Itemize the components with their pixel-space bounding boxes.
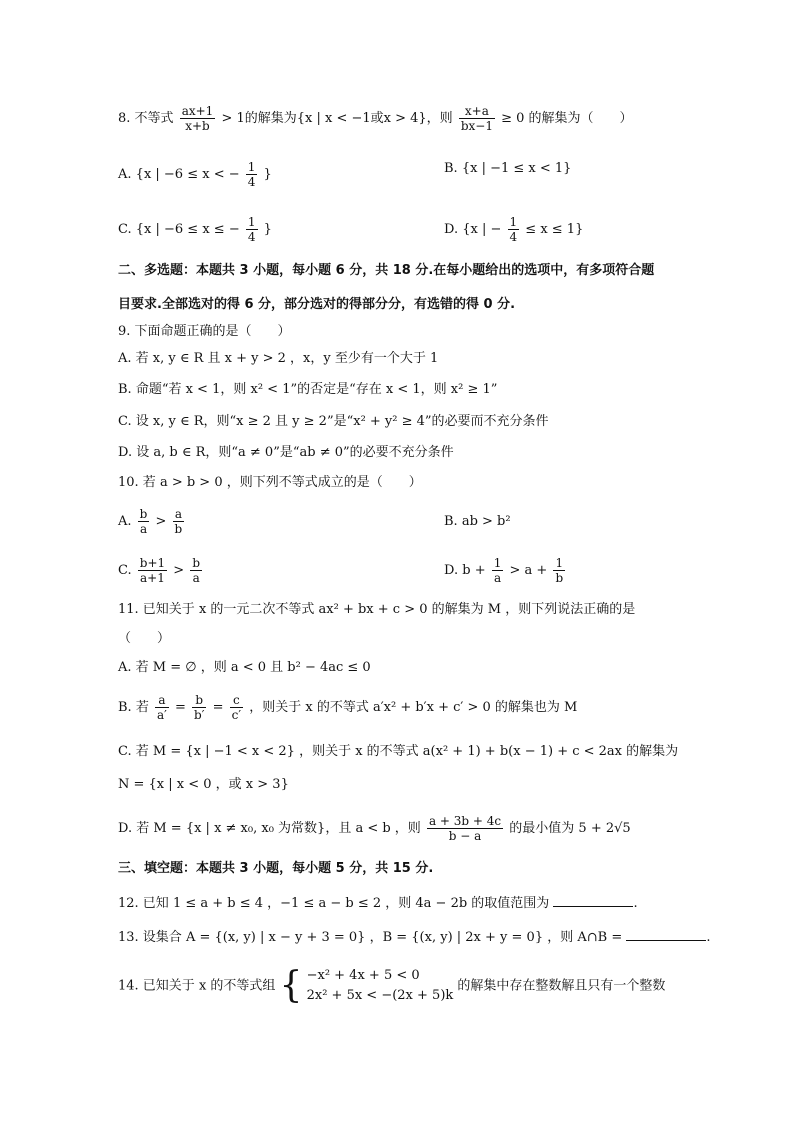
q10-option-a [118,507,186,536]
frac-den: 4 [509,230,518,244]
frac-num: x+a [464,104,489,118]
q10-option-d [444,556,567,585]
option-fraction [138,507,150,536]
frac-num: b [139,507,148,521]
frac-num: 1 [493,556,502,570]
option-fraction [230,693,243,722]
q10-option-c [118,556,204,585]
answer-blank[interactable] [553,894,633,907]
eq-sign: = [212,700,224,715]
option-text: ab > b² [461,514,511,529]
q8-stem-b: > 1的解集为{x | x < −1或x > 4}，则 [221,111,453,126]
q8-stem-a: 8. 不等式 [118,111,174,126]
q8-fraction-1 [180,104,216,133]
q8-option-d [444,215,583,244]
frac-num: c [233,693,240,707]
frac-den: b − a [427,828,503,843]
option-text-mid: > a + [509,563,548,578]
q8-stem [118,104,633,133]
frac-den: x+b [180,118,216,133]
q8-option-a [118,160,272,189]
option-fraction [138,556,167,585]
option-fraction [246,215,258,244]
frac-num: 1 [247,160,256,174]
q14-post: 的解集中存在整数解且只有一个整数 [457,978,666,994]
q11-stem: 11. 已知关于 x 的一元二次不等式 ax² + bx + c > 0 的解集为 M ，则下列说法正确的是 [118,602,636,617]
option-text: {x | −6 ≤ x ≤ − [135,222,240,237]
q12-text: 12. 已知 1 ≤ a + b ≤ 4 ，−1 ≤ a − b ≤ 2 ，则 4a − 2b 的取值范围为 [118,896,550,911]
option-fraction [508,215,520,244]
frac-num: 1 [509,215,518,229]
q10-stem: 10. 若 a > b > 0 ，则下列不等式成立的是（ ） [118,475,422,490]
option-text: {x | −1 ≤ x < 1} [461,161,572,176]
option-text: b + [462,563,486,578]
option-fraction [553,556,565,585]
q10-option-b [444,513,511,531]
option-text-end: } [263,167,272,182]
frac-den: bx−1 [460,119,493,133]
section2-line2: 目要求.全部选对的得 6 分，部分选对的得部分分，有选错的得 0 分. [118,297,516,312]
q9-option-a: A. 若 x, y ∈ R 且 x + y > 2 ，x，y 至少有一个大于 1 [118,351,439,366]
frac-den: 4 [247,175,256,189]
q11-option-c-line1: C. 若 M = {x | −1 < x < 2} ，则关于 x 的不等式 a(x² + 1) + b(x − 1) + c < 2ax 的解集为 [118,744,679,759]
option-label: C. [118,222,132,237]
q14-pre: 14. 已知关于 x 的不等式组 [118,978,276,994]
q14 [118,966,665,1006]
q8-fraction-2 [459,104,495,133]
option-text-post: ，则关于 x 的不等式 a′x² + b′x + c′ > 0 的解集也为 M [249,700,578,715]
frac-den: a [138,521,150,536]
q8-option-c [118,215,272,244]
left-brace: { [279,965,303,1006]
q13 [118,928,711,947]
option-label: B. [444,514,458,529]
frac-den: a′ [156,708,167,722]
answer-blank[interactable] [626,928,706,941]
option-label: C. [118,563,132,578]
gt-sign: > [173,563,185,578]
inequality-system [307,966,454,1006]
option-fraction [427,814,503,843]
option-label: D. [444,222,459,237]
option-fraction [246,160,258,189]
option-label: D. [444,563,459,578]
option-label: B. [444,161,458,176]
frac-num: a [174,507,182,521]
option-fraction [192,693,206,722]
q11-option-b [118,693,577,722]
q9-stem: 9. 下面命题正确的是（ ） [118,324,291,339]
gt-sign: > [155,514,167,529]
q11-option-a: A. 若 M = ∅ ，则 a < 0 且 b² − 4ac ≤ 0 [118,660,371,675]
q11-option-c-line2: N = {x | x < 0 ，或 x > 3} [118,777,289,792]
option-label: A. [118,167,132,182]
q13-end: . [706,930,711,945]
frac-num: ax+1 [181,104,214,118]
frac-num: a [158,693,166,707]
option-text-end: ≤ x ≤ 1} [525,222,584,237]
q8-option-b [444,160,571,178]
system-line-1: −x² + 4x + 5 < 0 [306,968,420,983]
frac-den: 4 [247,230,256,244]
frac-den: a [190,570,202,585]
option-text: {x | − [462,222,502,237]
system-line-2: 2x² + 5x < −(2x + 5)k [306,988,454,1003]
frac-num: b [192,556,201,570]
option-text-end: } [263,222,272,237]
frac-num: a + 3b + 4c [428,814,502,828]
frac-num: b+1 [139,556,166,570]
frac-den: a [492,570,504,585]
option-fraction [173,507,185,536]
frac-num: 1 [555,556,564,570]
q11-stem-paren: （ ） [118,631,171,646]
q9-option-c: C. 设 x, y ∈ R，则“x ≥ 2 且 y ≥ 2”是“x² + y² ≥ 4”的必要而不充分条件 [118,414,549,429]
section3-heading: 三、填空题：本题共 3 小题，每小题 5 分，共 15 分. [118,861,434,876]
frac-num: b [195,693,204,707]
frac-den: c′ [231,708,242,722]
option-fraction [155,693,169,722]
option-fraction [492,556,504,585]
option-label: A. [118,514,132,529]
q9-option-d: D. 设 a, b ∈ R，则“a ≠ 0”是“ab ≠ 0”的必要不充分条件 [118,445,454,460]
eq-sign: = [175,700,186,715]
q13-text: 13. 设集合 A = {(x, y) | x − y + 3 = 0} ，B = {(x, y) | 2x + y = 0} ，则 A∩B = [118,930,623,945]
frac-den: a+1 [138,570,167,585]
option-text: D. 若 M = {x | x ≠ x₀, x₀ 为常数}，且 a < b ，则 [118,821,421,836]
frac-den: b′ [194,708,205,722]
option-fraction [190,556,202,585]
q12 [118,894,638,913]
frac-den: b [174,522,183,536]
frac-num: 1 [247,215,256,229]
frac-den: b [555,571,564,585]
option-text-post: 的最小值为 5 + 2√5 [509,821,631,836]
section2-line1: 二、多选题：本题共 3 小题，每小题 6 分，共 18 分.在每小题给出的选项中，有多项符合题 [118,263,655,278]
option-text: {x | −6 ≤ x < − [135,167,240,182]
q11-option-d [118,814,631,843]
q8-stem-c: ≥ 0 的解集为（ ） [501,111,633,126]
option-text: B. 若 [118,700,149,715]
q12-end: . [633,896,638,911]
q9-option-b: B. 命题“若 x < 1，则 x² < 1”的否定是“存在 x < 1，则 x² ≥ 1” [118,382,498,397]
